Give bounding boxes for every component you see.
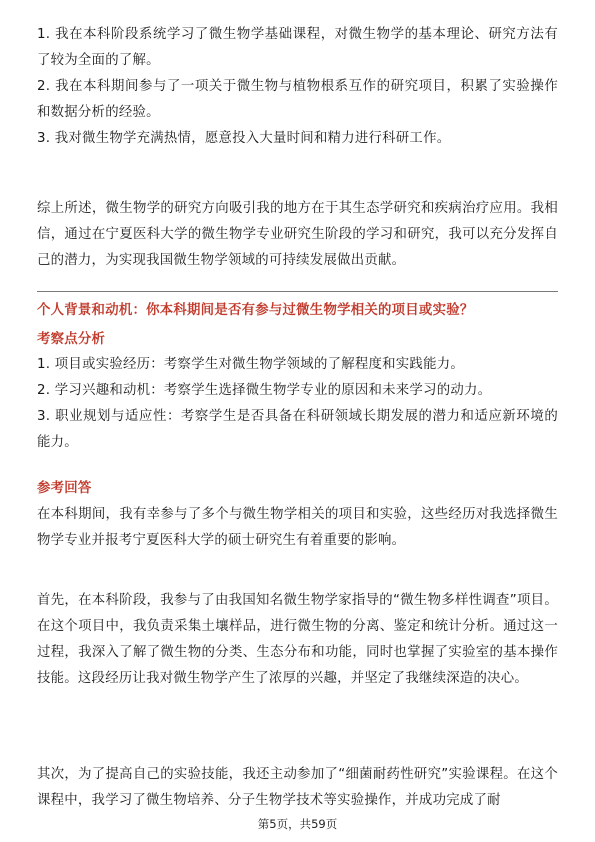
answer-text-3: 其次，为了提高自己的实验技能，我还主动参加了“细菌耐药性研究”实验课程。在这个课程中，我学习了微生物培养、分子生物学技术等实验操作，并成功完成了耐 xyxy=(37,767,558,808)
analysis-item-1: 1. 项目或实验经历：考察学生对微生物学领域的了解程度和实践能力。 xyxy=(37,357,464,372)
answer-paragraph-1 xyxy=(37,502,558,554)
conclusion-text: 综上所述，微生物学的研究方向吸引我的地方在于其生态学研究和疾病治疗应用。我相信，通过在宁夏医科大学的微生物学专业研究生阶段的学习和研究，我可以充分发挥自己的潜力，为实现我国微生物学领域的可持续发展做出贡献。 xyxy=(37,201,558,268)
page-number: 第5页，共59页 xyxy=(257,817,338,831)
intro-item-2: 2. 我在本科期间参与了一项关于微生物与植物根系互作的研究项目，积累了实验操作和数据分析的经验。 xyxy=(37,79,558,120)
answer-text-2: 首先，在本科阶段，我参与了由我国知名微生物学家指导的“微生物多样性调查”项目。在这个项目中，我负责采集土壤样品，进行微生物的分离、鉴定和统计分析。通过这一过程，我深入了解了微生物的分类、生态分布和功能，同时也掌握了实验室的基本操作技能。这段经历让我对微生物学产生了浓厚的兴趣，并坚定了我继续深造的决心。 xyxy=(37,593,558,686)
analysis-item-2: 2. 学习兴趣和动机：考察学生选择微生物学专业的原因和未来学习的动力。 xyxy=(37,383,492,398)
analysis-list xyxy=(37,352,558,456)
question-title: 个人背景和动机：你本科期间是否有参与过微生物学相关的项目或实验？ xyxy=(37,303,474,318)
intro-item-1: 1. 我在本科阶段系统学习了微生物学基础课程，对微生物学的基本理论、研究方法有了较为全面的了解。 xyxy=(37,27,558,68)
section-divider xyxy=(37,291,558,292)
answer-text-1: 在本科期间，我有幸参与了多个与微生物学相关的项目和实验，这些经历对我选择微生物学专业并报考宁夏医科大学的硕士研究生有着重要的影响。 xyxy=(37,507,558,548)
conclusion-paragraph xyxy=(37,196,558,274)
answer-paragraph-2 xyxy=(37,588,558,692)
analysis-heading: 考察点分析 xyxy=(37,332,106,347)
analysis-item-3: 3. 职业规划与适应性：考察学生是否具备在科研领域长期发展的潜力和适应新环境的能力。 xyxy=(37,409,558,450)
intro-item-3: 3. 我对微生物学充满热情，愿意投入大量时间和精力进行科研工作。 xyxy=(37,131,451,146)
answer-heading: 参考回答 xyxy=(37,481,92,496)
answer-paragraph-3 xyxy=(37,762,558,814)
intro-list xyxy=(37,22,558,152)
